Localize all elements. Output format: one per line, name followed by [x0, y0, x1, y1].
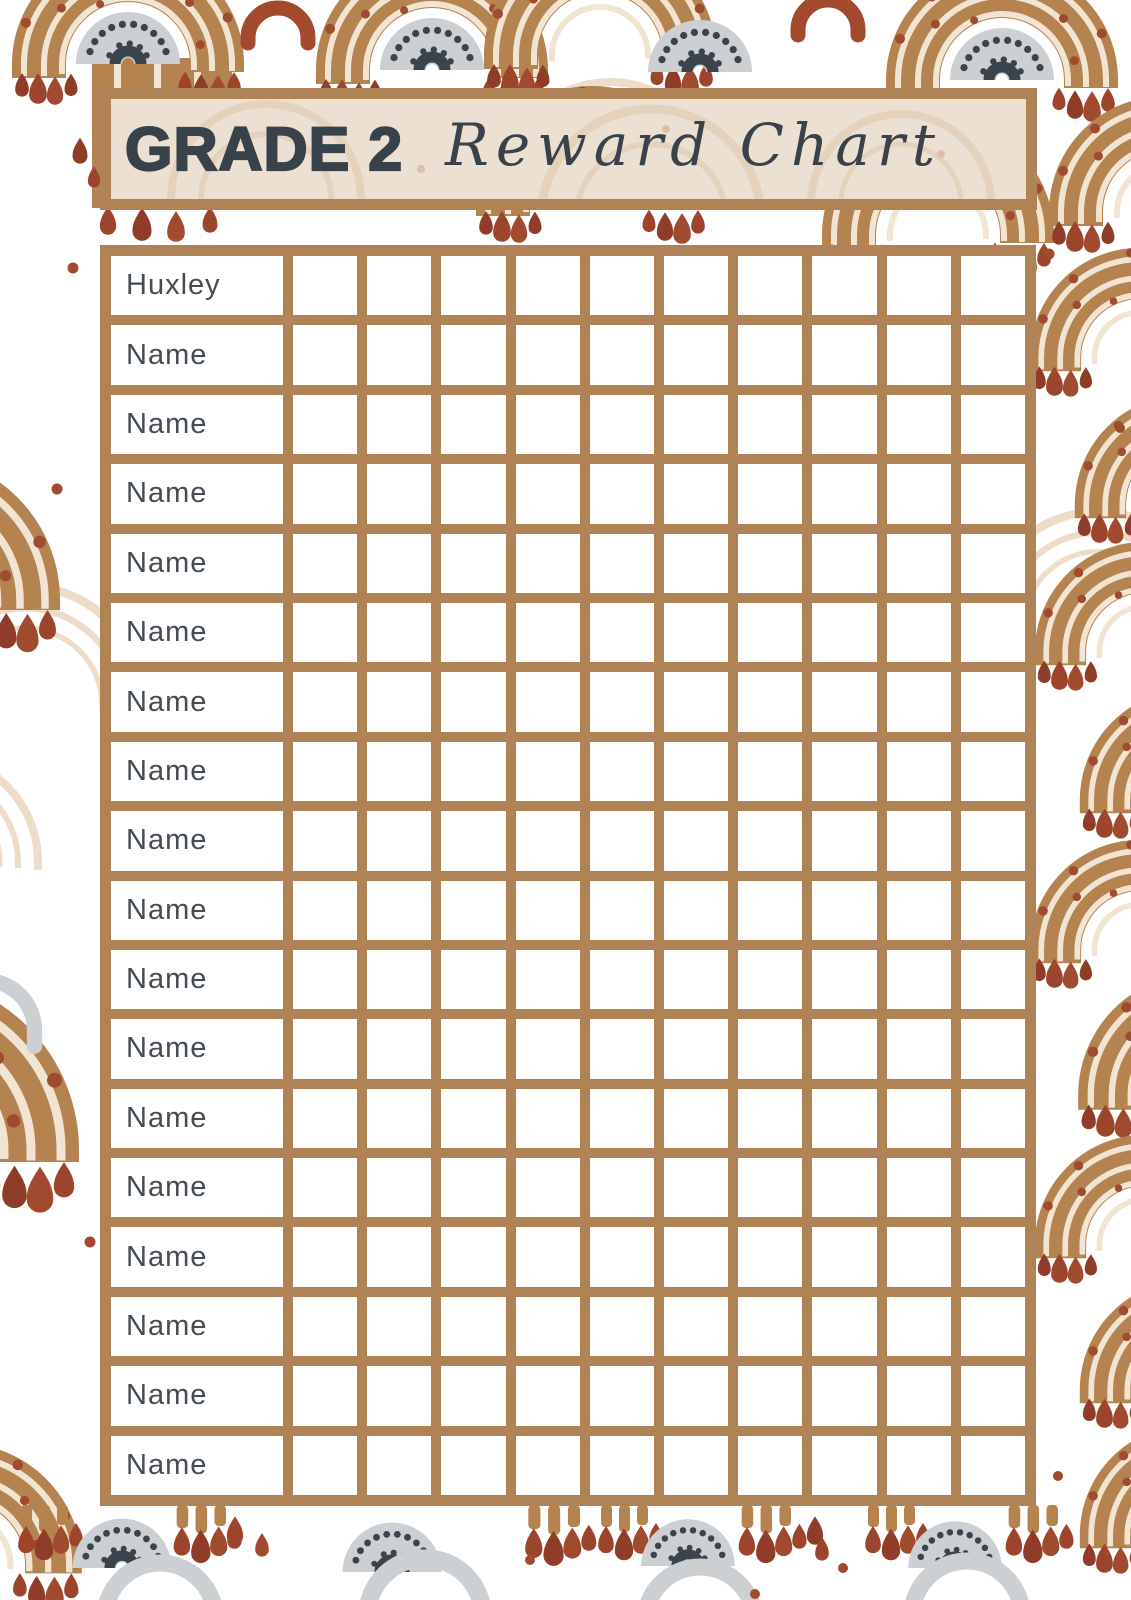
reward-cell — [516, 1366, 580, 1425]
reward-cell — [293, 881, 357, 940]
reward-cell — [887, 881, 951, 940]
reward-cell — [961, 1158, 1025, 1217]
reward-cell — [516, 742, 580, 801]
reward-cell — [293, 1297, 357, 1356]
reward-cell — [590, 395, 654, 454]
page-title-script: Reward Chart — [445, 111, 943, 179]
table-row — [111, 811, 1025, 870]
reward-cell — [441, 1089, 505, 1148]
reward-cell — [738, 534, 802, 593]
reward-cell — [887, 742, 951, 801]
reward-cell — [961, 1366, 1025, 1425]
reward-cell — [812, 811, 876, 870]
reward-cell — [887, 395, 951, 454]
reward-cell — [738, 1019, 802, 1078]
table-row — [111, 881, 1025, 940]
reward-cell — [293, 1019, 357, 1078]
table-row — [111, 256, 1025, 315]
reward-cell — [738, 672, 802, 731]
reward-cell — [664, 395, 728, 454]
reward-cell — [516, 672, 580, 731]
table-row — [111, 1019, 1025, 1078]
reward-cell — [367, 534, 431, 593]
reward-cell — [516, 811, 580, 870]
reward-cell — [293, 950, 357, 1009]
reward-cell — [664, 672, 728, 731]
reward-cell — [664, 603, 728, 662]
reward-cell — [441, 534, 505, 593]
reward-cell — [738, 881, 802, 940]
student-name-cell: Name — [111, 742, 283, 801]
reward-cell — [590, 950, 654, 1009]
reward-cell — [887, 1366, 951, 1425]
student-name-cell: Name — [111, 395, 283, 454]
reward-cell — [367, 1297, 431, 1356]
reward-cell — [812, 742, 876, 801]
student-name-cell: Name — [111, 603, 283, 662]
reward-cell — [664, 1436, 728, 1495]
reward-cell — [961, 534, 1025, 593]
reward-cell — [961, 395, 1025, 454]
reward-cell — [738, 464, 802, 523]
reward-cell — [812, 534, 876, 593]
reward-cell — [367, 1436, 431, 1495]
reward-cell — [812, 325, 876, 384]
reward-cell — [961, 1019, 1025, 1078]
reward-cell — [812, 1227, 876, 1286]
reward-cell — [738, 811, 802, 870]
reward-cell — [590, 1366, 654, 1425]
reward-cell — [738, 1297, 802, 1356]
reward-cell — [812, 256, 876, 315]
reward-cell — [441, 1019, 505, 1078]
reward-cell — [590, 742, 654, 801]
reward-cell — [738, 395, 802, 454]
table-row — [111, 950, 1025, 1009]
reward-cell — [516, 1436, 580, 1495]
reward-cell — [961, 325, 1025, 384]
table-row — [111, 395, 1025, 454]
reward-cell — [664, 950, 728, 1009]
reward-cell — [441, 464, 505, 523]
reward-cell — [516, 395, 580, 454]
reward-cell — [516, 256, 580, 315]
reward-cell — [887, 1297, 951, 1356]
reward-cell — [887, 534, 951, 593]
reward-cell — [887, 1089, 951, 1148]
reward-cell — [516, 950, 580, 1009]
reward-cell — [293, 256, 357, 315]
reward-cell — [590, 256, 654, 315]
table-row — [111, 1436, 1025, 1495]
reward-cell — [367, 325, 431, 384]
reward-cell — [961, 1436, 1025, 1495]
reward-cell — [441, 1158, 505, 1217]
reward-cell — [664, 1158, 728, 1217]
reward-cell — [961, 1227, 1025, 1286]
reward-cell — [812, 881, 876, 940]
reward-cell — [812, 1366, 876, 1425]
reward-cell — [516, 603, 580, 662]
reward-cell — [590, 464, 654, 523]
reward-cell — [664, 464, 728, 523]
reward-cell — [664, 742, 728, 801]
reward-cell — [367, 1366, 431, 1425]
reward-cell — [738, 1436, 802, 1495]
reward-cell — [812, 950, 876, 1009]
student-name-cell: Huxley — [111, 256, 283, 315]
reward-cell — [590, 811, 654, 870]
reward-cell — [293, 1227, 357, 1286]
reward-cell — [516, 1019, 580, 1078]
reward-cell — [367, 603, 431, 662]
reward-cell — [664, 1089, 728, 1148]
reward-cell — [367, 1227, 431, 1286]
reward-cell — [293, 603, 357, 662]
reward-cell — [738, 603, 802, 662]
reward-cell — [812, 1089, 876, 1148]
reward-cell — [887, 464, 951, 523]
reward-cell — [887, 256, 951, 315]
reward-cell — [293, 672, 357, 731]
reward-cell — [664, 1366, 728, 1425]
reward-cell — [293, 534, 357, 593]
student-name-cell: Name — [111, 1366, 283, 1425]
reward-cell — [441, 603, 505, 662]
reward-cell — [367, 742, 431, 801]
reward-cell — [590, 1436, 654, 1495]
student-name-cell: Name — [111, 1227, 283, 1286]
reward-cell — [887, 1019, 951, 1078]
reward-cell — [441, 1366, 505, 1425]
reward-cell — [441, 811, 505, 870]
reward-cell — [812, 464, 876, 523]
student-name-cell: Name — [111, 950, 283, 1009]
table-row — [111, 603, 1025, 662]
reward-cell — [812, 603, 876, 662]
reward-cell — [738, 1227, 802, 1286]
reward-cell — [590, 1089, 654, 1148]
reward-cell — [887, 1227, 951, 1286]
reward-cell — [590, 1158, 654, 1217]
reward-cell — [664, 534, 728, 593]
reward-cell — [516, 1158, 580, 1217]
student-name-cell: Name — [111, 1158, 283, 1217]
student-name-cell: Name — [111, 672, 283, 731]
reward-cell — [293, 1158, 357, 1217]
reward-cell — [738, 950, 802, 1009]
reward-cell — [664, 1297, 728, 1356]
reward-cell — [961, 256, 1025, 315]
reward-cell — [367, 881, 431, 940]
reward-cell — [441, 1227, 505, 1286]
table-row — [111, 672, 1025, 731]
reward-cell — [961, 811, 1025, 870]
reward-cell — [664, 881, 728, 940]
reward-cell — [887, 672, 951, 731]
reward-cell — [441, 1297, 505, 1356]
reward-cell — [812, 1158, 876, 1217]
reward-cell — [887, 325, 951, 384]
reward-cell — [961, 881, 1025, 940]
reward-cell — [961, 603, 1025, 662]
reward-cell — [516, 881, 580, 940]
reward-cell — [887, 1158, 951, 1217]
reward-cell — [664, 1227, 728, 1286]
reward-cell — [887, 811, 951, 870]
reward-cell — [961, 742, 1025, 801]
reward-cell — [738, 742, 802, 801]
reward-cell — [812, 395, 876, 454]
student-name-cell: Name — [111, 1297, 283, 1356]
reward-cell — [293, 742, 357, 801]
student-name-cell: Name — [111, 534, 283, 593]
reward-cell — [516, 1089, 580, 1148]
student-name-cell: Name — [111, 1089, 283, 1148]
reward-cell — [367, 464, 431, 523]
reward-cell — [367, 811, 431, 870]
page-title-grade: GRADE 2 — [125, 115, 404, 183]
reward-cell — [367, 950, 431, 1009]
reward-cell — [441, 256, 505, 315]
reward-cell — [367, 395, 431, 454]
reward-cell — [441, 742, 505, 801]
reward-cell — [293, 1366, 357, 1425]
reward-cell — [961, 1297, 1025, 1356]
reward-cell — [590, 603, 654, 662]
student-name-cell: Name — [111, 1436, 283, 1495]
reward-cell — [516, 534, 580, 593]
reward-cell — [738, 325, 802, 384]
reward-cell — [590, 534, 654, 593]
reward-cell — [887, 1436, 951, 1495]
reward-grid — [100, 245, 1036, 1506]
reward-cell — [293, 811, 357, 870]
reward-cell — [367, 1158, 431, 1217]
reward-cell — [961, 464, 1025, 523]
table-row — [111, 742, 1025, 801]
reward-cell — [664, 325, 728, 384]
reward-cell — [441, 881, 505, 940]
reward-cell — [961, 672, 1025, 731]
student-name-cell: Name — [111, 881, 283, 940]
reward-cell — [887, 603, 951, 662]
reward-cell — [961, 1089, 1025, 1148]
table-row — [111, 1227, 1025, 1286]
reward-cell — [293, 1436, 357, 1495]
reward-cell — [516, 325, 580, 384]
reward-cell — [516, 464, 580, 523]
reward-cell — [293, 395, 357, 454]
reward-cell — [590, 1019, 654, 1078]
reward-cell — [738, 1158, 802, 1217]
reward-cell — [367, 1089, 431, 1148]
reward-cell — [590, 1297, 654, 1356]
table-row — [111, 1366, 1025, 1425]
reward-cell — [664, 256, 728, 315]
student-name-cell: Name — [111, 325, 283, 384]
reward-cell — [664, 811, 728, 870]
title-banner — [100, 88, 1037, 210]
table-row — [111, 325, 1025, 384]
reward-cell — [293, 464, 357, 523]
reward-cell — [812, 1436, 876, 1495]
reward-cell — [441, 672, 505, 731]
reward-cell — [516, 1297, 580, 1356]
reward-cell — [441, 325, 505, 384]
reward-cell — [664, 1019, 728, 1078]
reward-cell — [738, 256, 802, 315]
table-row — [111, 1158, 1025, 1217]
reward-cell — [590, 881, 654, 940]
reward-cell — [887, 950, 951, 1009]
reward-cell — [516, 1227, 580, 1286]
reward-cell — [441, 395, 505, 454]
student-name-cell: Name — [111, 811, 283, 870]
reward-cell — [812, 1297, 876, 1356]
reward-cell — [590, 325, 654, 384]
student-name-cell: Name — [111, 1019, 283, 1078]
reward-cell — [961, 950, 1025, 1009]
table-row — [111, 464, 1025, 523]
reward-cell — [812, 672, 876, 731]
table-row — [111, 1297, 1025, 1356]
table-row — [111, 534, 1025, 593]
student-name-cell: Name — [111, 464, 283, 523]
reward-cell — [738, 1366, 802, 1425]
reward-cell — [293, 1089, 357, 1148]
reward-cell — [812, 1019, 876, 1078]
reward-cell — [367, 672, 431, 731]
reward-cell — [590, 672, 654, 731]
reward-cell — [367, 256, 431, 315]
reward-cell — [738, 1089, 802, 1148]
table-row — [111, 1089, 1025, 1148]
reward-cell — [441, 1436, 505, 1495]
reward-cell — [590, 1227, 654, 1286]
reward-cell — [367, 1019, 431, 1078]
reward-cell — [293, 325, 357, 384]
reward-cell — [441, 950, 505, 1009]
